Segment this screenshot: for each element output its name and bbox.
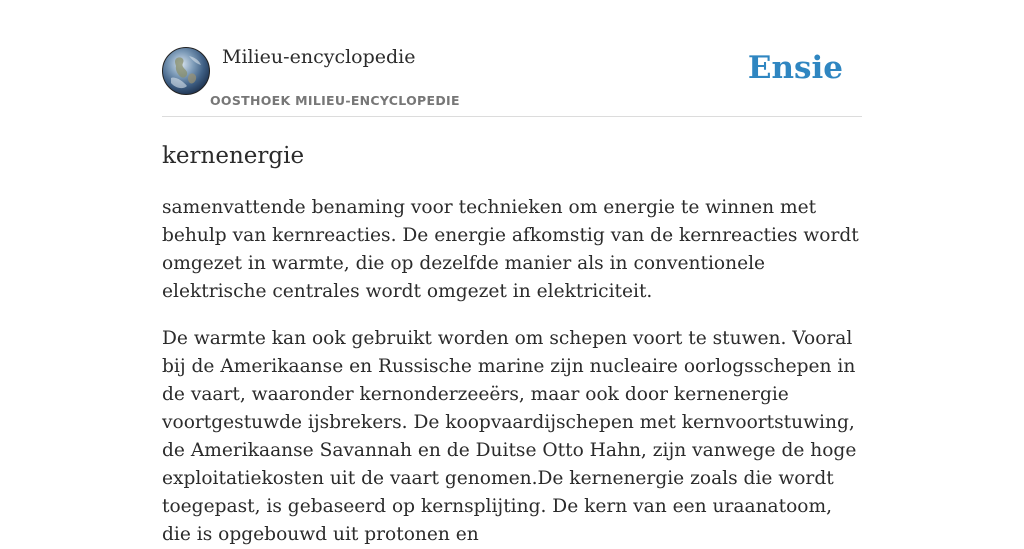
site-header [162, 0, 862, 117]
article-paragraph: De warmte kan ook gebruikt worden om schepen voort te stuwen. Vooral bij de Amerikaanse en Russische marine zijn nucleaire oorlogsschepen in de vaart, waaronder kernonderzeeërs, maar ook door kernenergie voortgestuwde ijsbrekers. De koopvaardijschepen met kernvoortstuwing, de Amerikaanse Savannah en de Duitse Otto Hahn, zijn vanwege de hoge exploitatiekosten uit de vaart genomen.De kernenergie zoals die wordt toegepast, is gebaseerd op kernsplijting. De kern van een uraanatoom, die is opgebouwd uit protonen en [162, 328, 857, 545]
article-title: kernenergie [162, 143, 305, 169]
site-subtitle: OOSTHOEK MILIEU-ENCYCLOPEDIE [210, 93, 460, 108]
earth-globe-icon[interactable] [162, 47, 210, 95]
brand-logo-link[interactable]: Ensie [747, 50, 843, 86]
page [162, 0, 862, 549]
article-body [162, 194, 862, 549]
article-paragraph: samenvattende benaming voor technieken om energie te winnen met behulp van kernreacties. De energie afkomstig van de kernreacties wordt omgezet in warmte, die op dezelfde manier als in conventionele elektrische centrales wordt omgezet in elektriciteit. [162, 197, 859, 302]
site-title[interactable]: Milieu-encyclopedie [222, 46, 416, 68]
